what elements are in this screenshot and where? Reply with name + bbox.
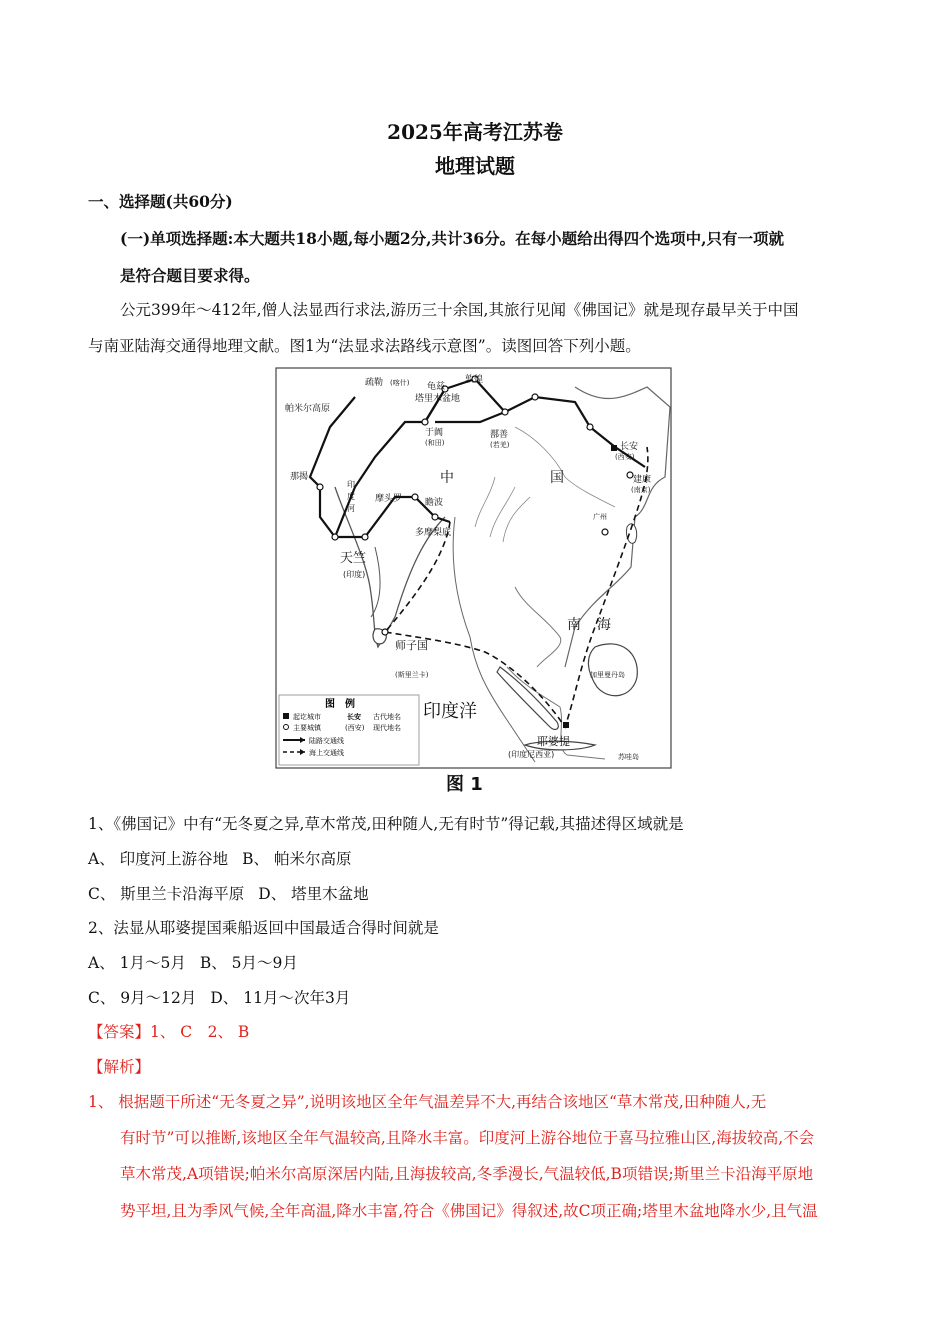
label-river-3: 河	[347, 504, 355, 513]
legend-sea-route: 海上交通线	[309, 749, 344, 757]
instruction-line-1: (一)单项选择题:本大题共18小题,每小题2分,共计36分。在每小题给出得四个选项中,只有一项就	[120, 229, 785, 248]
label-tamralipti: 多摩梨底	[415, 528, 452, 538]
start-city-icon	[611, 445, 617, 451]
label-indian-ocean: 印度洋	[423, 701, 477, 722]
legend-land-route: 陆路交通线	[309, 737, 344, 745]
passage-line-1: 公元399年～412年,僧人法显西行求法,游历三十余国,其旅行见闻《佛国记》就是现存最早关于中国	[120, 301, 799, 319]
question-1-options-row-1	[88, 847, 351, 869]
question-2-options-row-2	[88, 986, 350, 1008]
label-south-sea-1: 南	[567, 617, 581, 633]
label-yutian: 于阗	[425, 428, 444, 438]
label-kalimantan: 加里曼丹岛	[590, 671, 625, 679]
option-c: C、 9月～12月	[88, 989, 197, 1007]
label-yepoti: 耶婆提	[537, 735, 570, 748]
analysis-line-4: 势平坦,且为季风气候,全年高温,降水丰富,符合《佛国记》得叙述,故C项正确;塔里木盆地降水少,且气温	[120, 1202, 818, 1220]
label-nabo: 那揭	[290, 472, 309, 482]
passage-line-2: 与南亚陆海交通得地理文献。图1为“法显求法路线示意图”。读图回答下列小题。	[88, 337, 641, 355]
legend-modern-example: (西安)	[345, 724, 365, 732]
question-1-stem: 1、《佛国记》中有“无冬夏之异,草木常茂,田种随人,无有时节”得记载,其描述得区域就是	[88, 815, 684, 833]
label-tianzhu-note: (印度)	[343, 570, 366, 579]
legend-start-city: 起讫城市	[293, 713, 321, 721]
legend-modern-name: 现代地名	[373, 724, 401, 732]
label-river-1: 印	[347, 480, 355, 489]
label-shanshan: 鄯善	[490, 430, 509, 440]
label-tianzhu: 天竺	[340, 551, 367, 566]
label-sumbawa: 苏哇岛	[618, 753, 639, 761]
label-tarim: 塔里木盆地	[415, 394, 461, 404]
legend-ancient-name: 古代地名	[373, 713, 401, 721]
label-shanshan-note: (若羌)	[490, 441, 510, 449]
legend-ancient-example: 长安	[347, 713, 361, 721]
option-b: B、 5月～9月	[199, 954, 298, 972]
instruction-line-2: 是符合题目要求得。	[120, 266, 260, 285]
legend-main-town: 主要城镇	[293, 724, 321, 732]
analysis-line-1: 1、 根据题干所述“无冬夏之异”,说明该地区全年气温差异不大,再结合该地区“草木常茂,田种随人,无	[88, 1093, 767, 1111]
section-heading: 一、选择题(共60分)	[88, 192, 233, 211]
question-2-options-row-1	[88, 951, 298, 973]
option-a: A、 印度河上游谷地	[88, 850, 229, 868]
analysis-line-3: 草木常茂,A项错误;帕米尔高原深居内陆,且海拔较高,冬季漫长,气温较低,B项错误;斯里兰卡沿海平原地	[120, 1165, 814, 1183]
label-shule: 疏勒	[365, 378, 384, 388]
question-1-options-row-2	[88, 882, 369, 904]
option-b: B、 帕米尔高原	[242, 850, 352, 868]
label-zhong: 中	[440, 470, 454, 486]
label-changan: 长安	[620, 442, 639, 452]
analysis-label: 【解析】	[88, 1058, 151, 1076]
label-shiziguo: 师子国	[395, 639, 428, 652]
label-shule-note: (喀什)	[390, 379, 410, 387]
label-guo: 国	[550, 470, 564, 486]
option-d: D、 塔里木盆地	[258, 885, 369, 903]
legend-title: 图 例	[325, 699, 355, 710]
label-guici: 龟兹	[427, 382, 446, 392]
page-subtitle: 地理试题	[435, 154, 515, 178]
label-mathura: 摩头罗	[375, 494, 403, 504]
label-changan-note: (西安)	[615, 453, 635, 461]
page-title: 2025年高考江苏卷	[387, 120, 563, 144]
label-champa: 瞻波	[425, 498, 444, 508]
question-2-stem: 2、法显从耶婆提国乘船返回中国最适合得时间就是	[88, 919, 439, 937]
map-legend	[279, 695, 419, 765]
label-dunhuang: 敦煌	[465, 375, 484, 385]
option-d: D、 11月～次年3月	[210, 989, 351, 1007]
label-jiankang-note: (南京)	[631, 486, 651, 494]
analysis-line-2: 有时节”可以推断,该地区全年气温较高,且降水丰富。印度河上游谷地位于喜马拉雅山区,海拔较高,不会	[120, 1129, 815, 1147]
label-jiankang: 建康	[633, 475, 652, 485]
answer-line: 【答案】1、 C 2、 B	[88, 1023, 250, 1041]
label-guangzhou: 广州	[593, 513, 607, 521]
label-pamir: 帕米尔高原	[285, 404, 331, 414]
option-a: A、 1月～5月	[88, 954, 186, 972]
route-map-figure	[275, 367, 672, 769]
label-yepoti-note: (印度尼西亚)	[508, 750, 555, 759]
figure-caption: 图 1	[446, 774, 483, 795]
label-south-sea-2: 海	[597, 617, 611, 633]
label-shiziguo-note: (斯里兰卡)	[395, 671, 429, 679]
label-river-2: 度	[347, 492, 355, 501]
label-yutian-note: (和田)	[425, 439, 445, 447]
option-c: C、 斯里兰卡沿海平原	[88, 885, 245, 903]
